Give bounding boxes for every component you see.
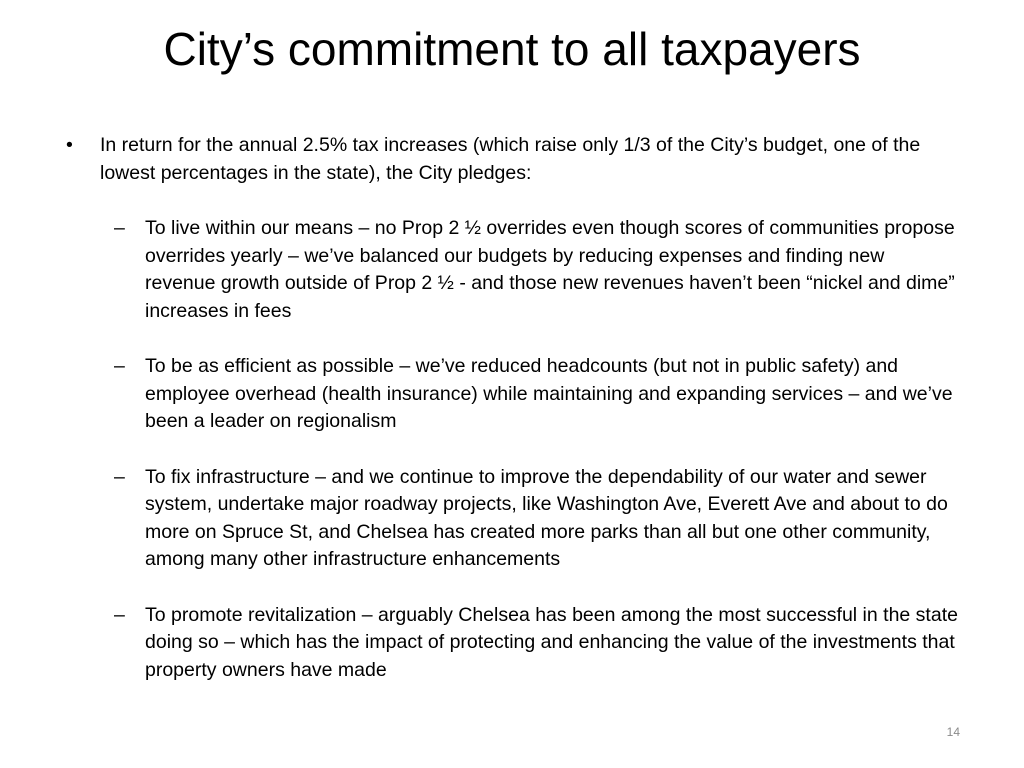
slide-body	[64, 132, 959, 684]
slide-number: 14	[946, 725, 960, 739]
sub-bullet-infrastructure	[114, 464, 959, 574]
main-bullet-text: In return for the annual 2.5% tax increases (which raise only 1/3 of the City’s budget, one of the lowest percentages in the state), the City pledges:	[100, 134, 921, 184]
sub-bullet-efficiency	[114, 353, 959, 436]
dash-marker: –	[114, 465, 125, 488]
sub-bullet-text: To fix infrastructure – and we continue to improve the dependability of our water and sewer system, undertake major roadway projects, like Washington Ave, Everett Ave and about to do more on Spruce St, and Chelsea has created more parks than all but one other community, among many other infrastructure enhancements	[145, 465, 948, 570]
sub-bullet-text: To promote revitalization – arguably Chelsea has been among the most successful in the state doing so – which has the impact of protecting and enhancing the value of the investments that property owners have made	[145, 603, 958, 681]
sub-bullet-text: To live within our means – no Prop 2 ½ overrides even though scores of communities propose overrides yearly – we’ve balanced our budgets by reducing expenses and finding new revenue growth outside of Prop 2 ½ - and those new revenues haven’t been “nickel and dime” increases in fees	[145, 217, 955, 322]
dash-marker: –	[114, 217, 125, 239]
dash-marker: –	[114, 603, 125, 626]
bullet-marker: •	[66, 134, 73, 156]
sub-bullet-text: To be as efficient as possible – we’ve reduced headcounts (but not in public safety) and employee overhead (health insurance) while maintaining and expanding services – and we’ve been a leader on regionalism	[145, 355, 953, 432]
sub-bullet-list	[114, 215, 959, 684]
sub-bullet-means	[114, 215, 959, 325]
dash-marker: –	[114, 355, 125, 377]
main-bullet	[64, 132, 959, 187]
slide-title: City’s commitment to all taxpayers	[163, 23, 861, 75]
sub-bullet-revitalization	[114, 602, 959, 685]
